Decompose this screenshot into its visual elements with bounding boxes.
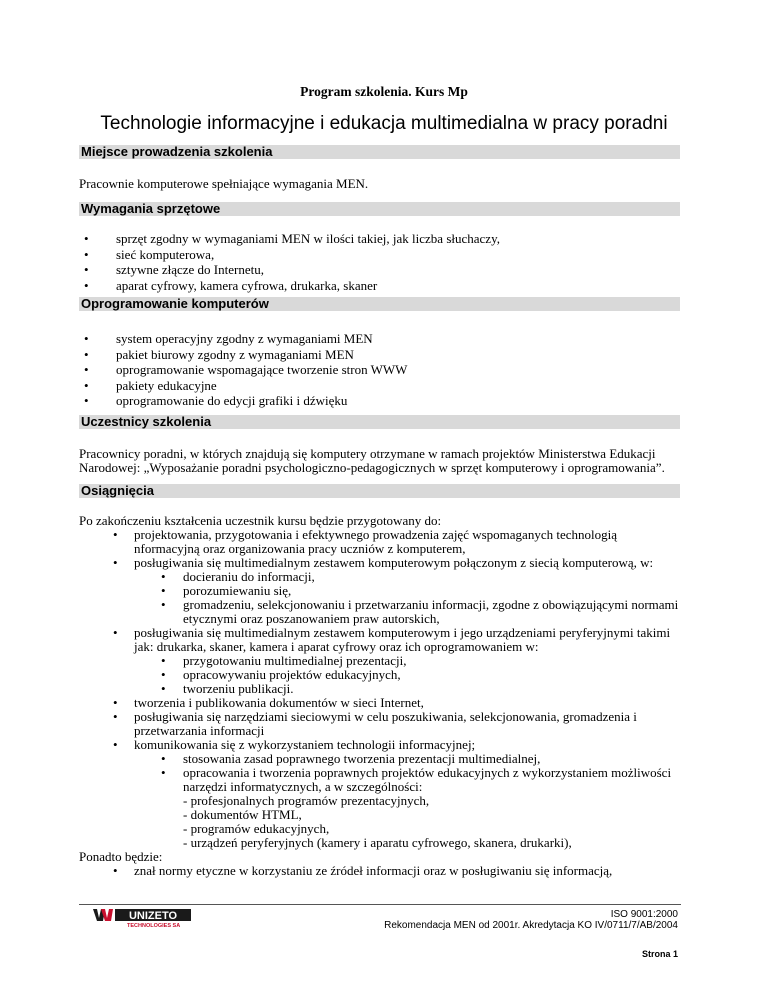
document-title: Program szkolenia. Kurs Mp	[300, 84, 468, 99]
list-item: • sieć komputerowa,	[79, 247, 500, 263]
bullet-icon: •	[161, 569, 166, 584]
bullet-icon: •	[113, 737, 118, 752]
achievement-line: posługiwania się multimedialnym zestawem komputerowym połączonym z siecią komputerową, w:	[134, 555, 654, 570]
section-heading-software: Oprogramowanie komputerów	[79, 297, 680, 311]
section-heading-participants: Uczestnicy szkolenia	[79, 415, 680, 429]
achievement-line: przetwarzania informacji	[134, 723, 265, 738]
achievement-line: nformacyjną oraz organizowania pracy uczniów z komputerem,	[134, 541, 466, 556]
bullet-icon: •	[161, 597, 166, 612]
achievement-line: - profesjonalnych programów prezentacyjnych,	[183, 793, 430, 808]
list-item: • oprogramowanie do edycji grafiki i dźwięku	[79, 393, 407, 409]
section-heading-hardware: Wymagania sprzętowe	[79, 202, 680, 216]
achievement-line: projektowania, przygotowania i efektywnego prowadzenia zajęć wspomaganych technologią	[134, 527, 617, 542]
list-item: • sztywne złącze do Internetu,	[79, 262, 500, 278]
achievement-line: posługiwania się multimedialnym zestawem komputerowym i jego urządzeniami peryferyjnymi takimi	[134, 625, 671, 640]
list-item: • aparat cyfrowy, kamera cyfrowa, drukarka, skaner	[79, 278, 500, 294]
logo-text: UNIZETO	[128, 910, 178, 922]
bullet-icon: •	[161, 667, 166, 682]
achievement-line: posługiwania się narzędziami sieciowymi w celu poszukiwania, selekcjonowania, gromadzenia i	[134, 709, 637, 724]
bullet-icon: •	[113, 709, 118, 724]
achievement-line: przygotowaniu multimedialnej prezentacji,	[183, 653, 407, 668]
achievement-line: jak: drukarka, skaner, kamera i aparat cyfrowy oraz ich oprogramowaniem w:	[134, 639, 539, 654]
achievement-line: opracowania i tworzenia poprawnych projektów edukacyjnych z wykorzystaniem możliwości	[183, 765, 672, 780]
location-text: Pracownie komputerowe spełniające wymagania MEN.	[79, 176, 369, 191]
bullet-icon: •	[113, 695, 118, 710]
footer-recommendation: Rekomendacja MEN od 2001r. Akredytacja KO IV/0711/7/AB/2004	[384, 920, 678, 931]
bullet-icon: •	[161, 583, 166, 598]
achievement-line: tworzeniu publikacji.	[183, 681, 294, 696]
achievement-line: etycznymi oraz poszanowaniem praw autorskich,	[183, 611, 440, 626]
achievement-line: komunikowania się z wykorzystaniem technologii informacyjnej;	[134, 737, 476, 752]
bullet-icon: •	[113, 863, 118, 878]
achievement-line: opracowywaniu projektów edukacyjnych,	[183, 667, 401, 682]
section-heading-location: Miejsce prowadzenia szkolenia	[79, 145, 680, 159]
unizeto-logo	[91, 906, 191, 928]
footer-iso: ISO 9001:2000	[610, 909, 678, 920]
list-item: • pakiety edukacyjne	[79, 378, 407, 394]
software-list	[79, 331, 407, 409]
document-subtitle: Technologie informacyjne i edukacja multimedialna w pracy poradni	[100, 113, 668, 134]
list-item: • oprogramowanie wspomagające tworzenie stron WWW	[79, 362, 407, 378]
list-item: • pakiet biurowy zgodny z wymaganiami MEN	[79, 347, 407, 363]
bullet-icon: •	[161, 765, 166, 780]
list-item: • system operacyjny zgodny z wymaganiami MEN	[79, 331, 407, 347]
achievement-line: porozumiewaniu się,	[183, 583, 292, 598]
achievement-line: docieraniu do informacji,	[183, 569, 315, 584]
achievements-additionally: Ponadto będzie:	[79, 849, 163, 864]
bullet-icon: •	[161, 653, 166, 668]
participants-line: Narodowej: „Wyposażanie poradni psychologiczno-pedagogicznych w sprzęt komputerowy i oprogramowania”.	[79, 460, 665, 475]
achievement-line: - programów edukacyjnych,	[183, 821, 330, 836]
achievement-line: narzędzi informatycznych, a w szczególności:	[183, 779, 423, 794]
logo-subtext: TECHNOLOGIES SA	[127, 923, 181, 928]
bullet-icon: •	[113, 527, 118, 542]
participants-line: Pracownicy poradni, w których znajdują się komputery otrzymane w ramach projektów Ministerstwa Edukacji	[79, 446, 656, 461]
bullet-icon: •	[161, 681, 166, 696]
achievement-line: - urządzeń peryferyjnych (kamery i aparatu cyfrowego, skanera, drukarki),	[183, 835, 572, 850]
bullet-icon: •	[161, 751, 166, 766]
footer-divider	[79, 904, 681, 905]
achievement-line: tworzenia i publikowania dokumentów w sieci Internet,	[134, 695, 424, 710]
achievement-line: stosowania zasad poprawnego tworzenia prezentacji multimedialnej,	[183, 751, 541, 766]
achievements-intro: Po zakończeniu kształcenia uczestnik kursu będzie przygotowany do:	[79, 513, 442, 528]
hardware-list	[79, 231, 500, 293]
bullet-icon: •	[113, 555, 118, 570]
page-number: Strona 1	[641, 949, 678, 959]
achievement-line: znał normy etyczne w korzystaniu ze źródeł informacji oraz w posługiwaniu się informacją,	[134, 863, 613, 878]
list-item: • sprzęt zgodny w wymaganiami MEN w ilości takiej, jak liczba słuchaczy,	[79, 231, 500, 247]
bullet-icon: •	[113, 625, 118, 640]
section-heading-achievements: Osiągnięcia	[79, 484, 680, 498]
achievement-line: - dokumentów HTML,	[183, 807, 302, 822]
achievement-line: gromadzeniu, selekcjonowaniu i przetwarzaniu informacji, zgodne z obowiązującymi normami	[183, 597, 679, 612]
